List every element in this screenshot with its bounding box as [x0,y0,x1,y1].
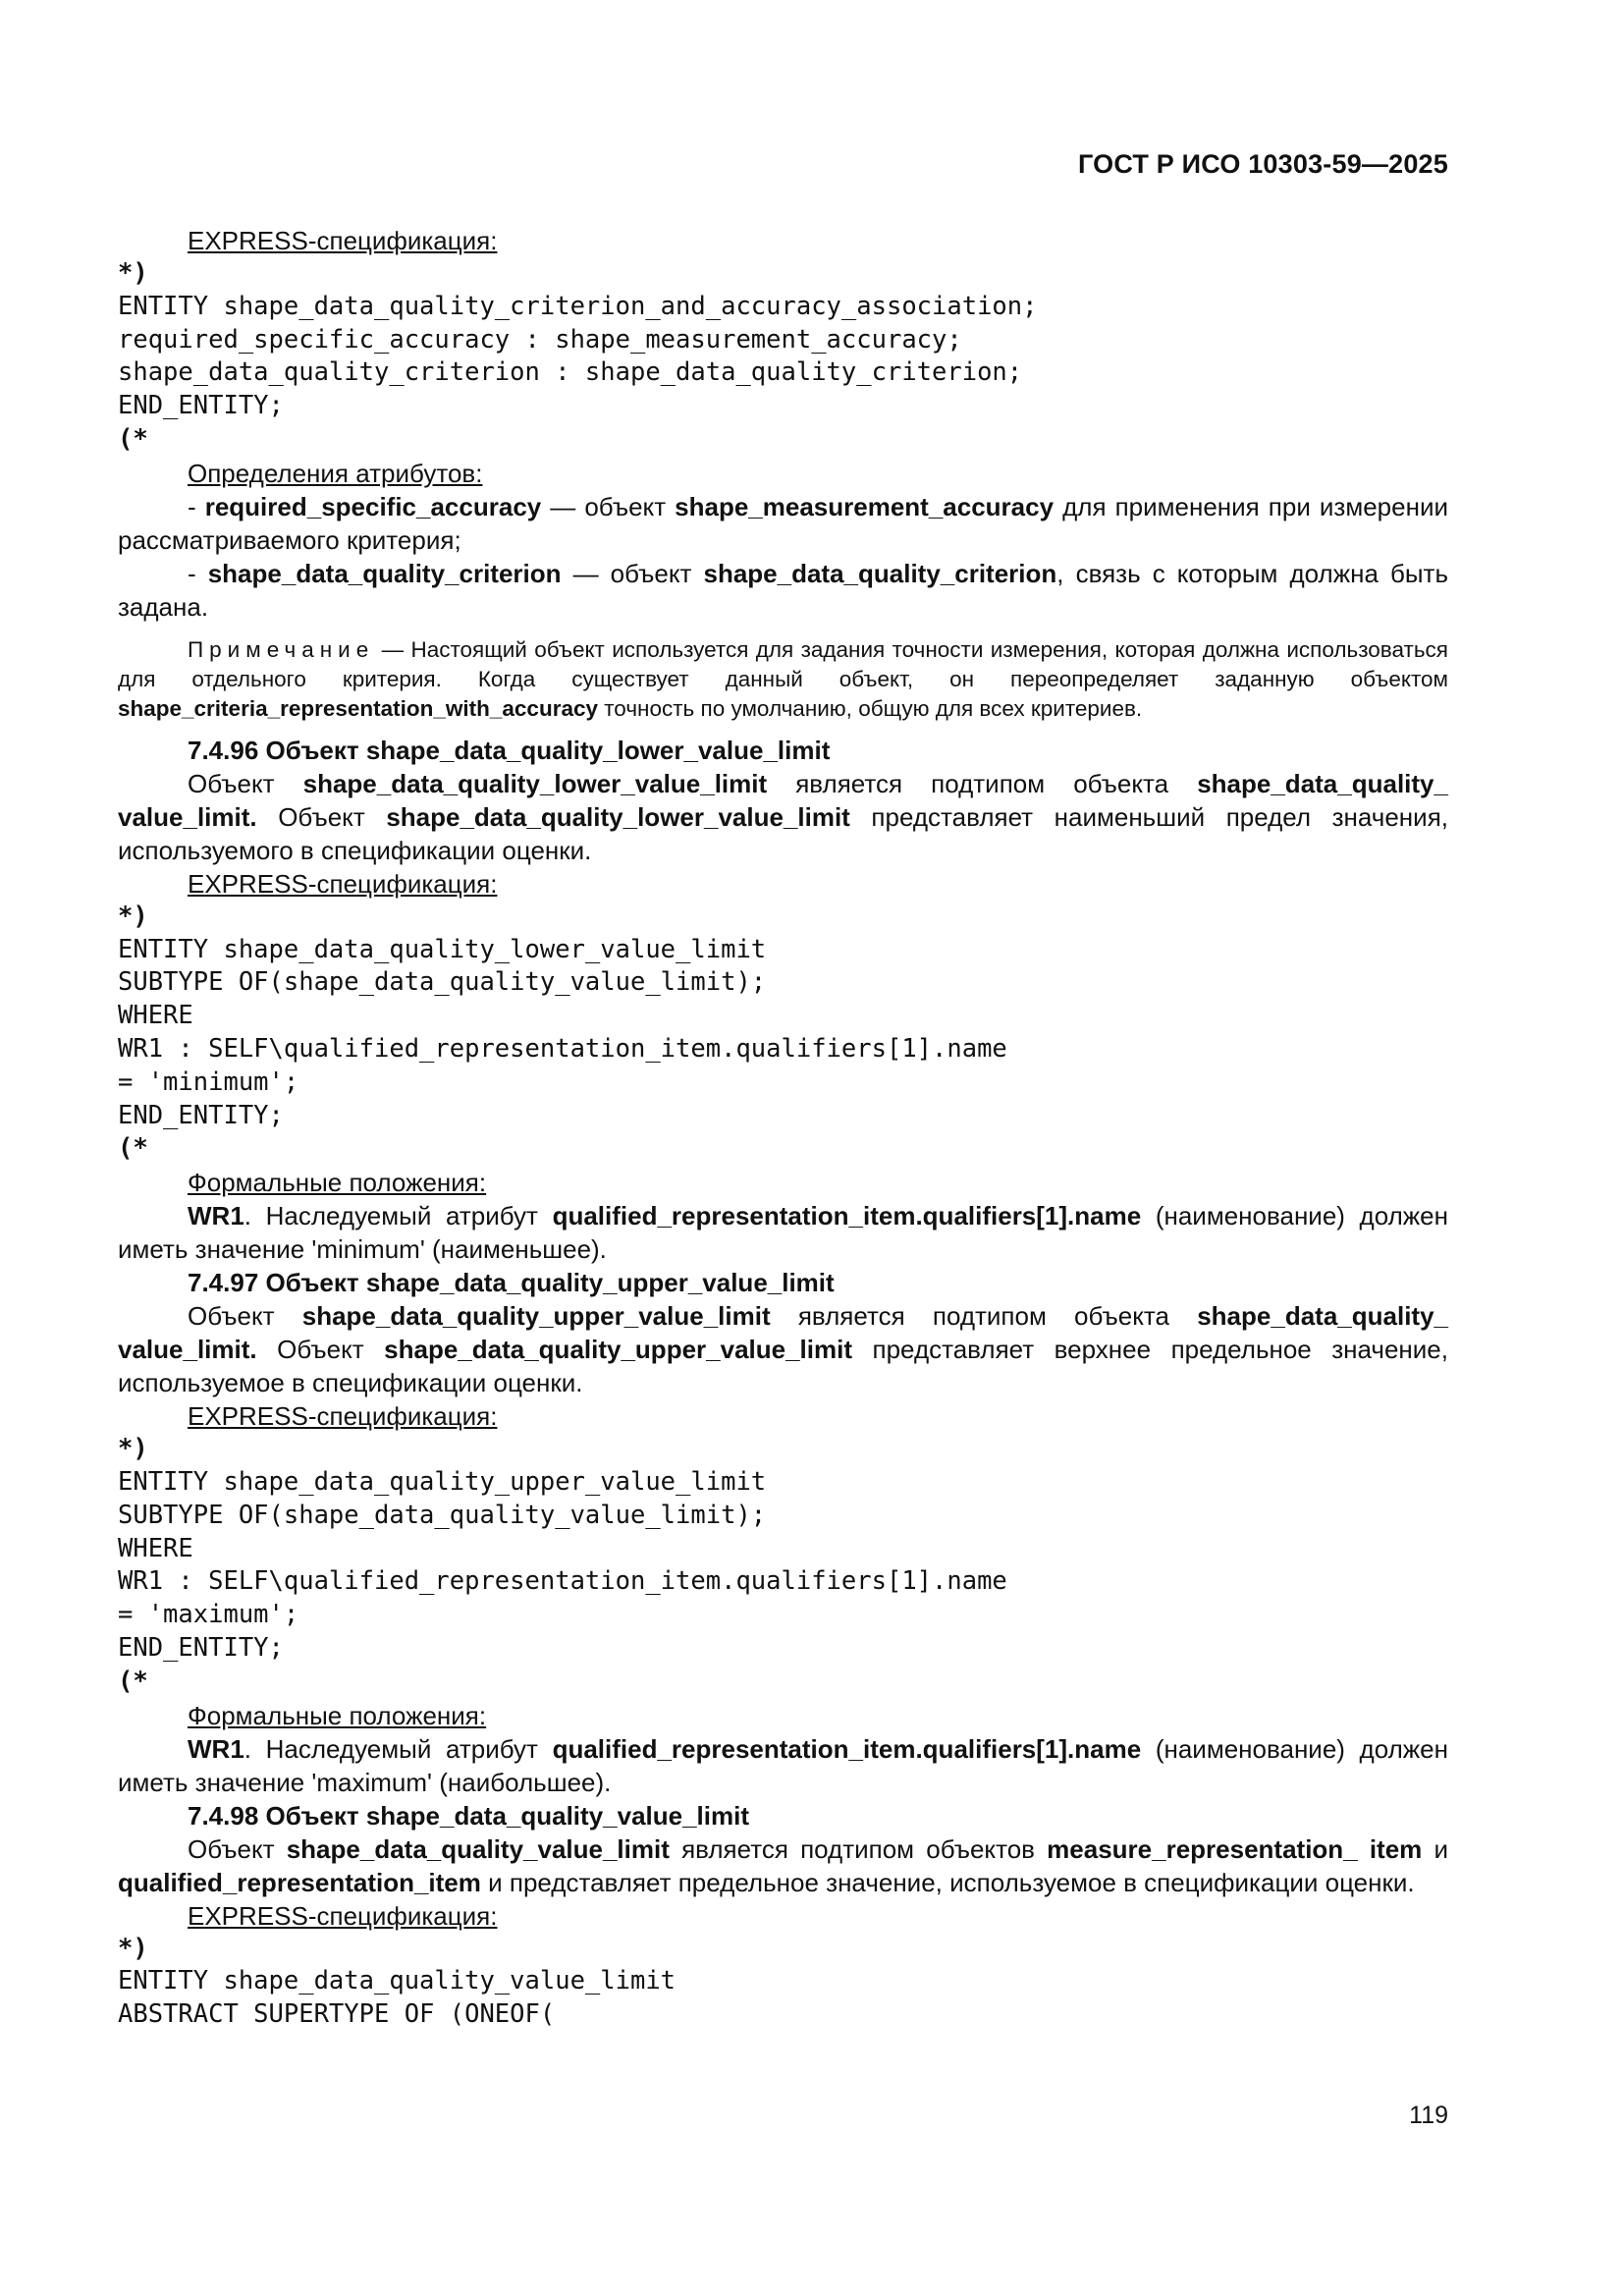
section-label-text: EXPRESS-спецификация: [188,1900,498,1931]
text-run: Объект [188,1301,302,1332]
express-code [118,257,1448,457]
term: shape_data_quality_criterion [703,558,1057,588]
code-line: = 'maximum'; [118,1600,299,1630]
term: shape_data_quality_criterion [207,558,562,588]
term: shape_data_quality_upper_value_limit [384,1335,853,1365]
code-line: = 'minimum'; [118,1066,299,1097]
text-run: Объект [256,801,387,832]
code-line: END_ENTITY; [118,1100,284,1130]
section-label [118,867,1448,901]
code-line: ABSTRACT SUPERTYPE OF (ONEOF( [118,1999,556,2030]
term: shape_data_quality_upper_value_limit [301,1301,771,1332]
text-run: Объект [188,1833,287,1864]
text-run: Объект [188,768,303,798]
section-label-text: Формальные положения: [188,1168,487,1198]
term: shape_data_quality_value_limit [286,1833,670,1864]
term: measure_representation_ item [1047,1833,1423,1864]
text-run: является подтипом объекта [770,1301,1198,1332]
text-run: , связь с которым должна быть задана. [118,558,1448,622]
section-label [118,1166,1448,1199]
text-run: — объект [541,491,676,521]
text-run: является подтипом объекта [767,768,1198,798]
paragraph [118,767,1448,867]
code-line: WR1 : SELF\qualified_representation_item.qualifiers[1].name [118,1566,1007,1597]
code-line: ENTITY shape_data_quality_upper_value_limit [118,1466,767,1497]
code-line: (* [118,1666,148,1696]
term: shape_data_quality_ value_limit. [118,768,1448,832]
text-run: для применения при измерении рассматриваемого критерия; [118,491,1448,555]
text-run: является подтипом объектов [669,1833,1048,1864]
express-code [118,901,1448,1166]
paragraph [118,557,1448,624]
note [118,635,1448,724]
text-run: и представляет предельное значение, используемое в спецификации оценки. [480,1867,1415,1897]
term: shape_data_quality_ value_limit. [118,1301,1448,1365]
code-line: WHERE [118,1001,193,1031]
text-run: и [1422,1833,1448,1864]
code-line: *) [118,258,148,288]
text-run: — Настоящий объект используется для задания точности измерения, которая должна использоваться для отдельного критерия. Когда существует данный объект, он переопределяет заданную объектом [118,636,1448,691]
code-line: ENTITY shape_data_quality_value_limit [118,1966,676,1996]
term: qualified_representation_item.qualifiers[1].name [552,1733,1142,1764]
paragraph [118,490,1448,557]
paragraph [118,1832,1448,1899]
paragraph [118,1199,1448,1266]
section-label-text: EXPRESS-спецификация: [188,226,498,255]
text-run: . Наследуемый атрибут [243,1733,553,1764]
paragraph [118,1299,1448,1399]
clause-heading: 7.4.98 Объект shape_data_quality_value_limit [188,1800,749,1831]
section-label [118,1699,1448,1732]
term: shape_data_quality_lower_value_limit [386,801,850,832]
code-line: *) [118,1933,148,1963]
term: required_specific_accuracy [204,491,542,521]
term: shape_measurement_accuracy [675,491,1055,521]
text-run: - [188,558,208,588]
section-label-text: EXPRESS-спецификация: [188,868,498,899]
express-code [118,1433,1448,1698]
text-run: - [188,491,205,521]
code-line: *) [118,1434,148,1464]
code-line: WHERE [118,1533,193,1563]
section-label [118,1899,1448,1933]
page-number: 119 [1409,2102,1448,2129]
section-label [118,457,1448,490]
code-line: *) [118,901,148,931]
term: WR1 [188,1201,244,1231]
section-label-text: Определения атрибутов: [188,458,483,488]
code-line: (* [118,423,148,454]
term: shape_data_quality_lower_value_limit [302,768,768,798]
code-line: ENTITY shape_data_quality_lower_value_limit [118,934,767,964]
code-line: ENTITY shape_data_quality_criterion_and_accuracy_association; [118,291,1038,321]
paragraph [118,1732,1448,1799]
section-label [118,224,1448,257]
note-label: Примечание [188,636,375,662]
text-run: — объект [561,558,704,588]
code-line: SUBTYPE OF(shape_data_quality_value_limit); [118,967,767,998]
code-line: required_specific_accuracy : shape_measurement_accuracy; [118,324,962,355]
term: qualified_representation_item [118,1867,481,1897]
term: shape_criteria_representation_with_accuracy [118,695,598,721]
term: WR1 [188,1733,244,1764]
clause-heading: 7.4.97 Объект shape_data_quality_upper_value_limit [188,1268,835,1298]
text-run: . Наследуемый атрибут [243,1201,553,1231]
section-label [118,1399,1448,1433]
clause-heading: 7.4.96 Объект shape_data_quality_lower_value_limit [188,735,831,765]
text-run: (наименование) должен иметь значение 'minimum' (наименьшее). [118,1201,1449,1265]
term: qualified_representation_item.qualifiers[1].name [552,1201,1142,1231]
code-line: END_ENTITY; [118,1632,284,1663]
code-line: shape_data_quality_criterion : shape_data_quality_criterion; [118,357,1023,388]
text-run: (наименование) должен иметь значение 'maximum' (наибольшее). [118,1733,1449,1797]
document-body [118,224,1448,2032]
text-run: точность по умолчанию, общую для всех критериев. [598,695,1143,721]
code-line: END_ENTITY; [118,391,284,421]
code-line: WR1 : SELF\qualified_representation_item.qualifiers[1].name [118,1033,1007,1064]
text-run: представляет наименьший предел значения, используемого в спецификации оценки. [118,801,1448,865]
section-label-text: Формальные положения: [188,1700,487,1730]
code-line: (* [118,1133,148,1164]
text-run: Объект [256,1335,385,1365]
text-run: представляет верхнее предельное значение, используемое в спецификации оценки. [118,1335,1448,1398]
code-line: SUBTYPE OF(shape_data_quality_value_limit); [118,1500,767,1530]
document-header: ГОСТ Р ИСО 10303-59—2025 [1078,149,1448,179]
express-code [118,1933,1448,2032]
section-label-text: EXPRESS-спецификация: [188,1401,498,1432]
